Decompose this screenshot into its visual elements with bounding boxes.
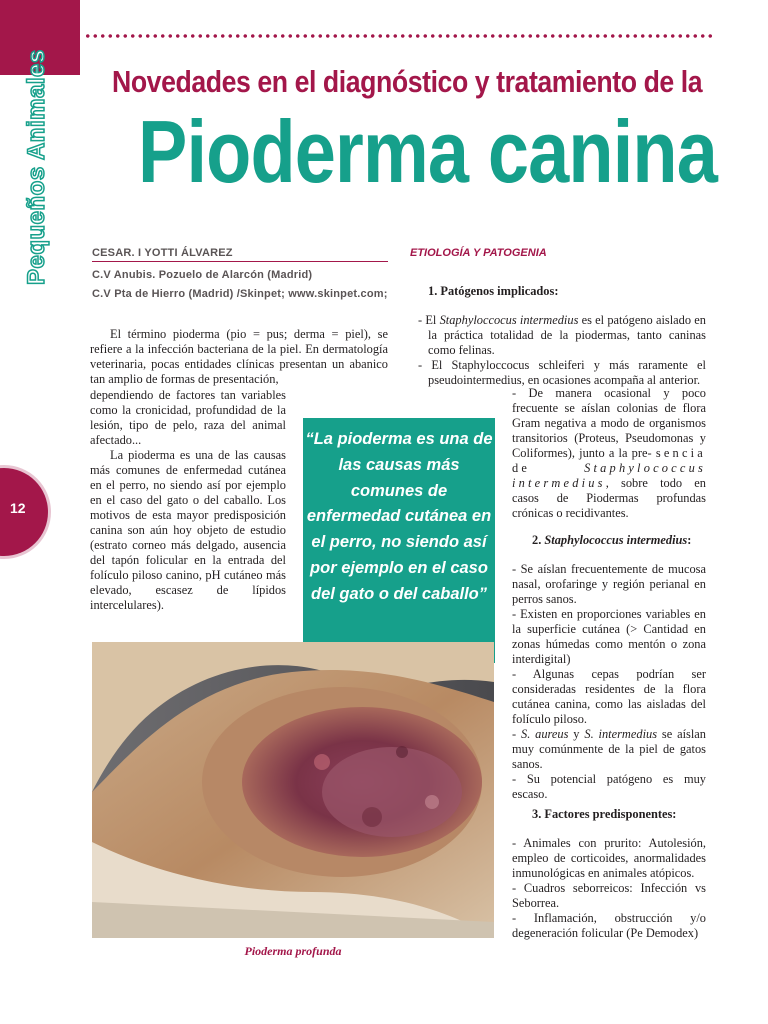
intro-p1-full: El término pioderma (pio = pus; derma = piel), se refiere a la infección bacteriana de la piel. En dermatología veterinaria, pocas entidades clínicas presentan un abanico tan amplio de formas de presentación,: [90, 327, 388, 386]
intro-p1-narrow: dependiendo de factores tan variables como la cronicidad, profundidad de la lesión, tipo de pelo, raza del animal afectado...: [90, 388, 286, 447]
article-title: Pioderma canina: [138, 102, 717, 201]
section-vertical-label: [4, 30, 56, 290]
s2-item-1: - Se aíslan frecuentemente de mucosa nasal, orofaringe y región perianal en perros sanos.: [512, 562, 706, 606]
section-2: [512, 533, 706, 802]
intro-p2: La pioderma es una de las causas más comunes de enfermedad cutánea en el perro, no siendo así por ejemplo en el caso del gato o del caballo. Los motivos de esta mayor predisposición canina son aún hoy objeto de estudio (estrato corneo más delgado, ausencia del tapón folicular en la entrada del folículo piloso canino, pH cutáneo más elevado, escasez de lípidos intercelulares).: [90, 448, 286, 612]
s2-item-2: - Existen en proporciones variables en la superficie cutánea (> Cantidad en zonas húmedas como mentón o zona interdigital): [512, 607, 706, 666]
author-affiliation-1: C.V Anubis. Pozuelo de Alarcón (Madrid): [92, 269, 313, 281]
s1-item-3: - De manera ocasional y poco frecuente se aíslan colonias de flora Gram negativa a modo de organismos transitorios (Proteus, Pseudomonas y Coliformes), junto a la pre- sencia de Staphylococcus intermedius, sobre todo en casos de Piodermas profundas crónicas o recidivantes.: [512, 386, 706, 520]
article-subtitle: Novedades en el diagnóstico y tratamiento de la: [112, 64, 703, 99]
section-1-title: 1. Patógenos implicados:: [428, 284, 559, 298]
author-affiliation-2: C.V Pta de Hierro (Madrid) /Skinpet; www.skinpet.com;: [92, 288, 388, 300]
intro-paragraph-1: [90, 327, 388, 387]
section-3-title: 3. Factores predisponentes:: [532, 807, 677, 821]
pull-quote: “La pioderma es una de las causas más comunes de enfermedad cutánea en el perro, no siendo así por ejemplo en el caso del gato o del caballo”: [303, 418, 495, 663]
s2-item-3: - Algunas cepas podrían ser consideradas residentes de la flora cutánea canina, como las aisladas del folículo piloso.: [512, 667, 706, 726]
section-heading: ETIOLOGÍA Y PATOGENIA: [410, 247, 547, 259]
s3-item-2: - Cuadros seborreicos: Infección vs Seborrea.: [512, 881, 706, 910]
s1-item-1: - El Staphyloccocus intermedius es el patógeno aislado en la práctica totalidad de la piodermas, tanto caninas como felinas.: [418, 313, 706, 357]
page-number: 12: [10, 500, 26, 516]
s2-item-4: - S. aureus y S. intermedius se aíslan muy comúnmente de la piel de gatos sanos.: [512, 727, 707, 771]
section-1: [408, 284, 706, 388]
section-3: [512, 807, 706, 941]
photo-caption: Pioderma profunda: [244, 944, 342, 958]
s3-item-3: - Inflamación, obstrucción y/o degeneración folicular (Pe Demodex): [512, 911, 706, 940]
s2-item-5: - Su potencial patógeno es muy escaso.: [512, 772, 706, 801]
dotted-rule: [84, 34, 714, 38]
photo-illustration: [92, 642, 494, 938]
author-name: CESAR. I YOTTI ÁLVAREZ: [92, 247, 388, 262]
intro-narrow-column: [90, 388, 286, 613]
author-block: [92, 247, 388, 307]
s1-item-2: - El Staphyloccocus schleiferi y más raramente el pseudointermedius, en ocasiones acompaña al anterior.: [418, 358, 706, 387]
section-2-title: 2. Staphylococcus intermedius:: [532, 533, 692, 547]
pioderma-photo: [92, 642, 494, 938]
svg-text:Pequeños Animales: Pequeños Animales: [23, 49, 50, 285]
s3-item-1: - Animales con prurito: Autolesión, empleo de corticoides, anormalidades inmunológicas en animales atópicos.: [512, 836, 706, 880]
